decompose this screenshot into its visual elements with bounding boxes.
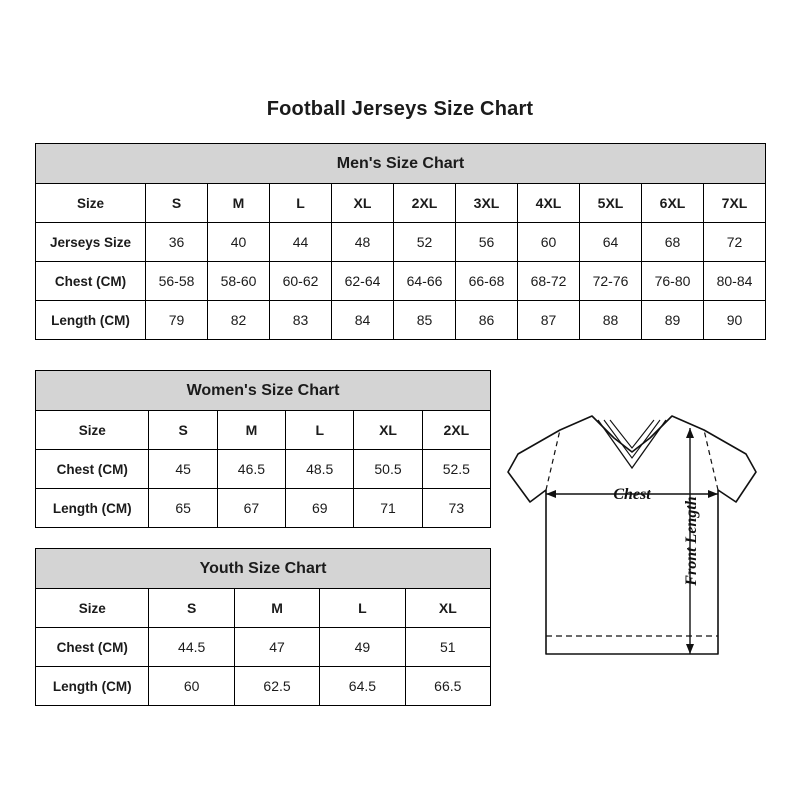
table-row	[36, 184, 766, 223]
table-cell: 80-84	[704, 262, 766, 301]
table-cell: 36	[146, 223, 208, 262]
table-row	[36, 223, 766, 262]
table-cell: 66-68	[456, 262, 518, 301]
table-cell: 71	[354, 489, 422, 528]
table-caption-row	[36, 549, 491, 589]
table-cell: L	[270, 184, 332, 223]
table-cell: 82	[208, 301, 270, 340]
table-row	[36, 589, 491, 628]
table-cell: 49	[320, 628, 405, 667]
table-cell: 62-64	[332, 262, 394, 301]
table-caption-row	[36, 371, 491, 411]
table-cell: 52	[394, 223, 456, 262]
table-cell: M	[208, 184, 270, 223]
table-row	[36, 489, 491, 528]
table-cell: 47	[234, 628, 319, 667]
table-cell: 4XL	[518, 184, 580, 223]
row-header: Size	[36, 411, 149, 450]
table-cell: 73	[422, 489, 490, 528]
womens-table-caption: Women's Size Chart	[36, 371, 491, 411]
mens-size-chart-table	[35, 143, 766, 340]
table-cell: 83	[270, 301, 332, 340]
table-caption-row	[36, 144, 766, 184]
row-header: Chest (CM)	[36, 450, 149, 489]
table-row	[36, 667, 491, 706]
womens-size-chart-table	[35, 370, 491, 528]
table-cell: 85	[394, 301, 456, 340]
table-cell: 2XL	[422, 411, 490, 450]
table-row	[36, 450, 491, 489]
table-cell: 64-66	[394, 262, 456, 301]
table-cell: 6XL	[642, 184, 704, 223]
youth-size-chart-table	[35, 548, 491, 706]
table-cell: 72	[704, 223, 766, 262]
row-header: Size	[36, 589, 149, 628]
row-header: Chest (CM)	[36, 628, 149, 667]
table-cell: 84	[332, 301, 394, 340]
table-cell: 48	[332, 223, 394, 262]
table-cell: 68	[642, 223, 704, 262]
row-header: Length (CM)	[36, 301, 146, 340]
table-cell: 44	[270, 223, 332, 262]
row-header: Length (CM)	[36, 667, 149, 706]
table-cell: 3XL	[456, 184, 518, 223]
table-cell: XL	[354, 411, 422, 450]
table-cell: 67	[217, 489, 285, 528]
table-cell: 51	[405, 628, 490, 667]
table-cell: 88	[580, 301, 642, 340]
table-cell: 46.5	[217, 450, 285, 489]
table-cell: 45	[149, 450, 217, 489]
front-length-label: Front Length	[683, 496, 700, 586]
table-cell: S	[146, 184, 208, 223]
table-cell: L	[286, 411, 354, 450]
table-cell: 58-60	[208, 262, 270, 301]
table-cell: 40	[208, 223, 270, 262]
table-cell: 72-76	[580, 262, 642, 301]
table-cell: 86	[456, 301, 518, 340]
table-cell: M	[234, 589, 319, 628]
chest-label: Chest	[613, 486, 651, 503]
row-header: Size	[36, 184, 146, 223]
table-cell: 87	[518, 301, 580, 340]
table-row	[36, 262, 766, 301]
table-cell: 56-58	[146, 262, 208, 301]
table-cell: 65	[149, 489, 217, 528]
table-cell: 50.5	[354, 450, 422, 489]
table-cell: S	[149, 589, 234, 628]
table-cell: 60	[518, 223, 580, 262]
table-cell: 56	[456, 223, 518, 262]
table-cell: 64	[580, 223, 642, 262]
table-row	[36, 301, 766, 340]
table-cell: 2XL	[394, 184, 456, 223]
table-cell: M	[217, 411, 285, 450]
table-cell: XL	[405, 589, 490, 628]
row-header: Length (CM)	[36, 489, 149, 528]
page-title: Football Jerseys Size Chart	[266, 98, 534, 120]
table-cell: 68-72	[518, 262, 580, 301]
table-cell: 69	[286, 489, 354, 528]
youth-table-caption: Youth Size Chart	[36, 549, 491, 589]
table-cell: XL	[332, 184, 394, 223]
table-cell: 52.5	[422, 450, 490, 489]
table-cell: 60-62	[270, 262, 332, 301]
table-row	[36, 628, 491, 667]
table-cell: 79	[146, 301, 208, 340]
table-cell: 76-80	[642, 262, 704, 301]
table-cell: L	[320, 589, 405, 628]
table-cell: 90	[704, 301, 766, 340]
table-cell: 89	[642, 301, 704, 340]
table-cell: S	[149, 411, 217, 450]
table-cell: 44.5	[149, 628, 234, 667]
tshirt-measurement-diagram	[500, 398, 790, 698]
table-cell: 48.5	[286, 450, 354, 489]
mens-table-caption: Men's Size Chart	[36, 144, 766, 184]
table-cell: 64.5	[320, 667, 405, 706]
table-cell: 62.5	[234, 667, 319, 706]
table-cell: 5XL	[580, 184, 642, 223]
table-cell: 66.5	[405, 667, 490, 706]
table-cell: 60	[149, 667, 234, 706]
row-header: Jerseys Size	[36, 223, 146, 262]
table-cell: 7XL	[704, 184, 766, 223]
row-header: Chest (CM)	[36, 262, 146, 301]
table-row	[36, 411, 491, 450]
